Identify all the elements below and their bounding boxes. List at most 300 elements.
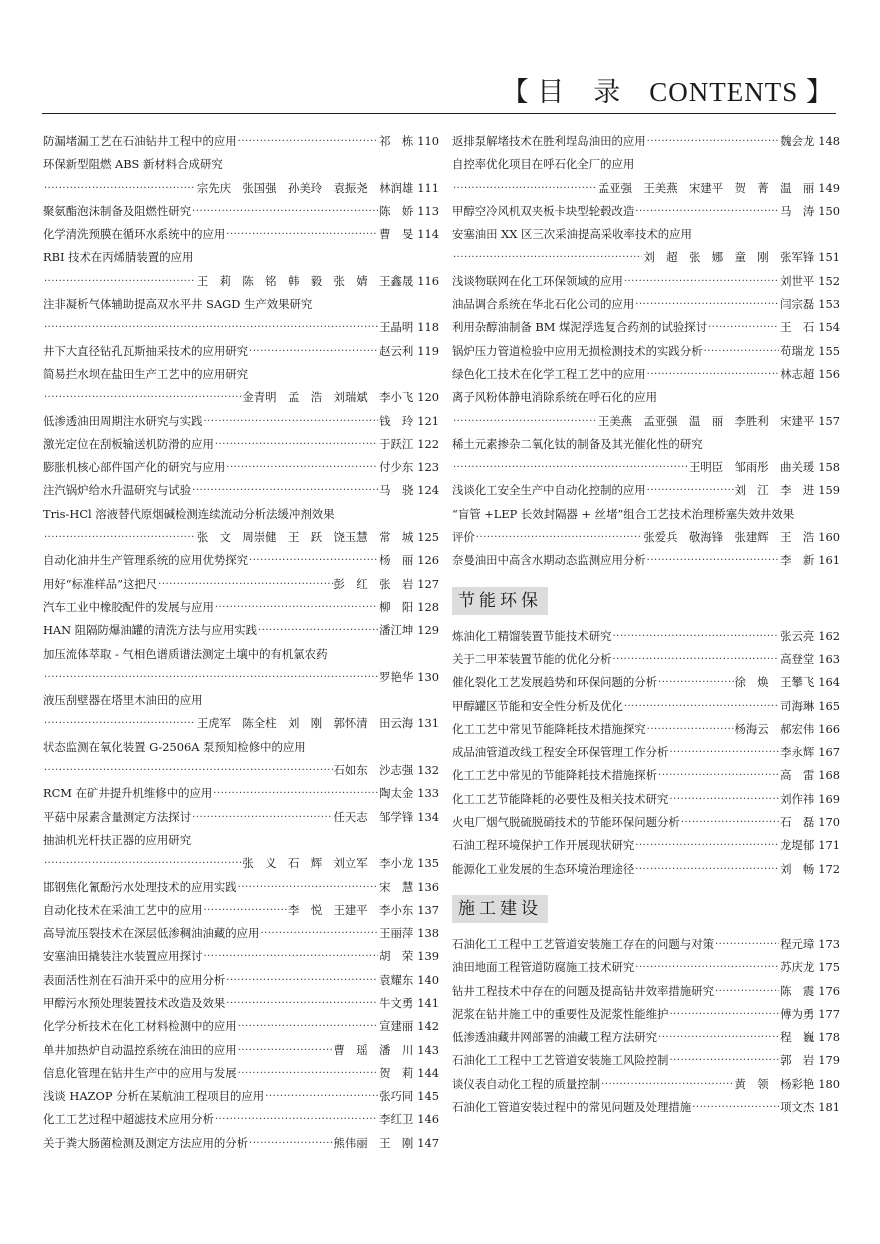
toc-entry[interactable] xyxy=(452,200,840,223)
leader-dots xyxy=(658,764,779,787)
toc-entry[interactable] xyxy=(43,1039,439,1062)
leader-dots xyxy=(215,433,378,456)
leader-dots xyxy=(635,956,779,979)
toc-entry-title: 奈曼油田中高含水期动态监测应用分析 xyxy=(452,553,646,568)
toc-entry[interactable] xyxy=(43,619,439,642)
leader-dots xyxy=(658,671,733,694)
toc-left-column xyxy=(43,130,439,1155)
toc-entry-authors: 曹 瑶 潘 川 xyxy=(333,1042,414,1057)
leader-dots xyxy=(624,695,779,718)
leader-dots xyxy=(203,410,378,433)
leader-dots xyxy=(44,712,196,735)
toc-entry[interactable] xyxy=(452,270,840,293)
toc-entry-title: 防漏堵漏工艺在石油钻井工程中的应用 xyxy=(43,134,237,148)
toc-entry[interactable] xyxy=(43,130,439,153)
toc-entry[interactable] xyxy=(452,648,840,671)
toc-entry[interactable] xyxy=(43,666,439,689)
leader-dots xyxy=(44,852,241,875)
leader-dots xyxy=(612,625,779,648)
toc-entry-page: 152 xyxy=(818,273,840,288)
toc-entry-title: 石油化工工程中工艺管道安装施工存在的问题与对策 xyxy=(452,936,714,951)
toc-entry[interactable] xyxy=(452,1026,840,1049)
leader-dots xyxy=(238,1039,333,1062)
leader-dots xyxy=(44,526,196,549)
toc-entry[interactable] xyxy=(452,130,840,153)
toc-entry-title: 低渗透油田周期注水研究与实践 xyxy=(43,413,203,428)
header-rule xyxy=(42,113,836,114)
toc-entry-title: 加压流体萃取 - 气相色谱质谱法测定土壤中的有机氯农药 xyxy=(43,646,328,661)
toc-entry[interactable] xyxy=(452,625,840,648)
toc-entry[interactable] xyxy=(452,410,840,433)
toc-entry-authors: 宣建丽 xyxy=(379,1019,414,1034)
toc-entry-title: 简易拦水坝在盐田生产工艺中的应用研究 xyxy=(43,366,249,381)
toc-entry-title: 聚氨酯泡沫制备及阻燃性研究 xyxy=(43,203,192,218)
toc-entry-authors: 付少东 xyxy=(379,460,414,475)
toc-entry-title: 环保新型阻燃 ABS 新材料合成研究 xyxy=(43,157,223,172)
toc-entry-title: 炼油化工精馏装置节能技术研究 xyxy=(452,628,612,643)
toc-entry-authors: 李 新 xyxy=(780,553,815,568)
toc-entry-title: 利用杂醇油制备 BM 煤泥浮选复合药剂的试验探讨 xyxy=(452,320,708,335)
toc-entry-page: 176 xyxy=(818,983,840,998)
toc-entry[interactable] xyxy=(43,689,439,712)
toc-entry-authors: 钱 玲 xyxy=(379,413,414,428)
toc-entry[interactable] xyxy=(43,479,439,502)
toc-entry[interactable] xyxy=(43,899,439,922)
toc-entry-authors: 孟亚强 王美燕 宋建平 贺 菁 温 丽 xyxy=(597,180,815,195)
toc-entry-authors: 苏庆龙 xyxy=(780,960,815,975)
toc-entry-title: 用好“标准样品”这把尺 xyxy=(43,576,158,591)
toc-entry-page: 132 xyxy=(417,763,439,778)
toc-entry[interactable] xyxy=(43,596,439,619)
leader-dots xyxy=(669,1003,779,1026)
toc-entry[interactable] xyxy=(43,177,439,200)
toc-entry-authors: 程 巍 xyxy=(780,1030,815,1045)
toc-entry[interactable] xyxy=(452,479,840,502)
toc-entry-page: 124 xyxy=(417,483,439,498)
toc-entry-title: 表面活性剂在石油开采中的应用分析 xyxy=(43,972,226,987)
toc-entry-authors: 张 文 周崇健 王 跃 饶玉慧 常 城 xyxy=(196,530,414,545)
toc-entry-title: 石油工程环境保护工作开展现状研究 xyxy=(452,838,635,853)
leader-dots xyxy=(476,526,643,549)
toc-entry-title: 浅谈物联网在化工环保领域的应用 xyxy=(452,273,623,288)
toc-entry-page: 118 xyxy=(417,320,439,335)
toc-entry-title: 化工工艺中常见节能降耗技术措施探究 xyxy=(452,721,646,736)
toc-entry-authors: 李红卫 xyxy=(379,1112,414,1127)
toc-entry[interactable] xyxy=(452,811,840,834)
toc-entry[interactable] xyxy=(43,736,439,759)
toc-entry[interactable] xyxy=(43,363,439,386)
leader-dots xyxy=(612,648,779,671)
toc-entry-page: 162 xyxy=(818,628,840,643)
toc-entry[interactable] xyxy=(43,549,439,572)
toc-entry-authors: 曹 旻 xyxy=(379,227,414,242)
toc-entry[interactable] xyxy=(452,1096,840,1119)
toc-entry[interactable] xyxy=(43,1062,439,1085)
toc-entry[interactable] xyxy=(43,573,439,596)
toc-entry-authors: 王明臣 邹雨彤 曲关瑗 xyxy=(688,460,815,475)
toc-entry[interactable] xyxy=(43,1015,439,1038)
leader-dots xyxy=(715,980,779,1003)
toc-entry-title: 化学分析技术在化工材料检测中的应用 xyxy=(43,1019,237,1034)
toc-entry-title: 自动化技术在采油工艺中的应用 xyxy=(43,902,203,917)
toc-entry-page: 127 xyxy=(417,576,439,591)
leader-dots xyxy=(238,876,378,899)
toc-entry-title: 返排泵解堵技术在胜利埕岛油田的应用 xyxy=(452,134,646,148)
leader-dots xyxy=(226,223,378,246)
toc-entry[interactable] xyxy=(452,980,840,1003)
toc-entry-title: 液压刮壁器在塔里木油田的应用 xyxy=(43,693,203,708)
toc-entry-authors: 高 雷 xyxy=(780,768,815,783)
leader-dots xyxy=(44,177,196,200)
toc-entry-page: 155 xyxy=(818,343,840,358)
leader-dots xyxy=(647,718,734,741)
leader-dots xyxy=(647,130,779,153)
toc-entry[interactable] xyxy=(43,410,439,433)
toc-entry-authors: 王丽萍 xyxy=(379,926,414,941)
toc-entry-page: 142 xyxy=(417,1019,439,1034)
toc-entry-page: 121 xyxy=(417,413,439,428)
toc-entry[interactable] xyxy=(43,223,439,246)
toc-entry-title: 抽油机光杆扶正器的应用研究 xyxy=(43,832,192,847)
leader-dots xyxy=(226,456,378,479)
toc-entry[interactable] xyxy=(43,293,439,316)
toc-entry-authors: 司海琳 xyxy=(780,698,815,713)
toc-entry-title: 信息化管理在钻井生产中的应用与发展 xyxy=(43,1065,237,1080)
toc-entry-authors: 李 悦 王建平 李小东 xyxy=(287,902,414,917)
toc-entry[interactable] xyxy=(452,1003,840,1026)
toc-entry-title: 化工工艺过程中超滤技术应用分析 xyxy=(43,1112,214,1127)
toc-entry[interactable] xyxy=(43,992,439,1015)
toc-entry-authors: 祁 栋 xyxy=(379,134,414,148)
toc-entry-page: 164 xyxy=(818,675,840,690)
toc-entry-authors: 陈 娇 xyxy=(379,203,414,218)
section-heading-energy: 节能环保 xyxy=(452,587,548,615)
toc-entry-title: 浅谈 HAZOP 分析在某航油工程项目的应用 xyxy=(43,1089,265,1104)
leader-dots xyxy=(238,1062,378,1085)
toc-entry[interactable] xyxy=(43,270,439,293)
toc-entry-title: 激光定位在刮板输送机防滑的应用 xyxy=(43,436,214,451)
toc-entry-title: 平菇中尿素含量测定方法探讨 xyxy=(43,809,192,824)
toc-entry[interactable] xyxy=(452,316,840,339)
toc-entry[interactable] xyxy=(43,806,439,829)
toc-entry-title: 化工工艺节能降耗的必要性及相关技术研究 xyxy=(452,791,669,806)
toc-entry-title: 浅谈化工安全生产中自动化控制的应用 xyxy=(452,483,646,498)
toc-entry[interactable] xyxy=(43,1085,439,1108)
toc-entry[interactable] xyxy=(452,386,840,409)
toc-entry-authors: 魏会龙 xyxy=(780,134,815,148)
toc-entry-title: 化工工艺中常见的节能降耗技术措施探析 xyxy=(452,768,658,783)
toc-entry-page: 169 xyxy=(818,791,840,806)
toc-entry[interactable] xyxy=(43,829,439,852)
leader-dots xyxy=(203,899,286,922)
toc-entry[interactable] xyxy=(452,456,840,479)
toc-entry-authors: 龙堤郁 xyxy=(780,838,815,853)
leader-dots xyxy=(158,573,332,596)
toc-entry-page: 166 xyxy=(818,721,840,736)
leader-dots xyxy=(453,410,597,433)
toc-entry-page: 122 xyxy=(417,436,439,451)
toc-entry[interactable] xyxy=(452,956,840,979)
toc-entry-authors: 张 义 石 辉 刘立军 李小龙 xyxy=(242,856,414,871)
toc-entry-page: 156 xyxy=(818,366,840,381)
toc-entry[interactable] xyxy=(43,876,439,899)
toc-entry[interactable] xyxy=(452,433,840,456)
toc-entry[interactable] xyxy=(452,293,840,316)
leader-dots xyxy=(213,782,378,805)
leader-dots xyxy=(44,270,196,293)
toc-entry[interactable] xyxy=(452,363,840,386)
toc-entry[interactable] xyxy=(452,933,840,956)
toc-entry[interactable] xyxy=(452,503,840,526)
leader-dots xyxy=(669,788,779,811)
toc-entry-page: 144 xyxy=(417,1065,439,1080)
toc-entry-title: 钻井工程技术中存在的问题及提高钻井效率措施研究 xyxy=(452,983,714,998)
toc-entry-page: 125 xyxy=(417,530,439,545)
toc-entry-title: 化学清洗预膜在循环水系统中的应用 xyxy=(43,227,226,242)
toc-entry-authors: 程元璋 xyxy=(780,936,815,951)
toc-entry[interactable] xyxy=(452,246,840,269)
toc-entry[interactable] xyxy=(43,643,439,666)
toc-entry-page: 163 xyxy=(818,651,840,666)
toc-entry-page: 181 xyxy=(818,1099,840,1114)
toc-entry[interactable] xyxy=(43,712,439,735)
toc-entry-page: 167 xyxy=(818,745,840,760)
toc-entry-title: 石油化工工程中工艺管道安装施工风险控制 xyxy=(452,1053,669,1068)
leader-dots xyxy=(715,933,779,956)
toc-entry-title: 甲醇污水预处理装置技术改造及效果 xyxy=(43,995,226,1010)
toc-entry-page: 158 xyxy=(818,460,840,475)
toc-entry-authors: 刘世平 xyxy=(780,273,815,288)
toc-entry[interactable] xyxy=(452,340,840,363)
toc-entry-title: 石油化工管道安装过程中的常见问题及处理措施 xyxy=(452,1099,692,1114)
toc-entry-page: 177 xyxy=(818,1006,840,1021)
toc-entry-page: 126 xyxy=(417,553,439,568)
toc-entry-title: 油品调合系统在华北石化公司的应用 xyxy=(452,297,635,312)
toc-entry-page: 178 xyxy=(818,1030,840,1045)
toc-entry-page: 153 xyxy=(818,297,840,312)
leader-dots xyxy=(658,1026,779,1049)
leader-dots xyxy=(635,834,779,857)
toc-entry[interactable] xyxy=(452,741,840,764)
toc-entry-title: 离子风粉体静电消除系统在呼石化的应用 xyxy=(452,390,658,405)
toc-entry-page: 165 xyxy=(818,698,840,713)
toc-entry[interactable] xyxy=(43,456,439,479)
toc-entry-authors: 杨 丽 xyxy=(379,553,414,568)
toc-entry[interactable] xyxy=(43,782,439,805)
toc-entry-title: 谈仪表自动化工程的质量控制 xyxy=(452,1076,601,1091)
toc-entry-authors: 熊伟丽 王 刚 xyxy=(333,1135,414,1150)
toc-entry[interactable] xyxy=(452,1073,840,1096)
section-construction xyxy=(452,895,840,923)
toc-entry[interactable] xyxy=(43,922,439,945)
toc-entry-page: 120 xyxy=(417,390,439,405)
toc-entry[interactable] xyxy=(43,1132,439,1155)
toc-entry[interactable] xyxy=(452,223,840,246)
toc-entry-title: HAN 阻隔防爆油罐的清洗方法与应用实践 xyxy=(43,623,257,638)
toc-entry-page: 179 xyxy=(818,1053,840,1068)
toc-entry[interactable] xyxy=(43,852,439,875)
toc-entry-page: 111 xyxy=(417,180,439,195)
toc-entry-title: Tris-HCl 溶液替代原烟碱检测连续流动分析法缓冲剂效果 xyxy=(43,506,335,521)
toc-entry-page: 113 xyxy=(417,203,439,218)
toc-entry-authors: 于跃江 xyxy=(379,436,414,451)
leader-dots xyxy=(260,922,378,945)
toc-entry-authors: 李永辉 xyxy=(780,745,815,760)
toc-entry[interactable] xyxy=(452,177,840,200)
toc-entry-authors: 闫宗磊 xyxy=(780,297,815,312)
leader-dots xyxy=(44,386,241,409)
toc-entry-authors: 杨海云 郝宏伟 xyxy=(734,721,815,736)
leader-dots xyxy=(647,479,734,502)
toc-entry-authors: 王 石 xyxy=(780,320,815,335)
toc-entry[interactable] xyxy=(43,433,439,456)
leader-dots xyxy=(192,806,332,829)
leader-dots xyxy=(249,340,378,363)
toc-entry[interactable] xyxy=(452,718,840,741)
toc-entry[interactable] xyxy=(452,858,840,881)
toc-entry-title: 成品油管道改线工程安全环保管理工作分析 xyxy=(452,745,669,760)
toc-entry-title: “盲管 +LEP 长效封隔器 + 丝堵”组合工艺技术治理桥塞失效井效果 xyxy=(452,506,795,521)
toc-entry-title: RCM 在矿井提升机维修中的应用 xyxy=(43,786,213,801)
toc-entry-page: 173 xyxy=(818,936,840,951)
toc-entry-page: 128 xyxy=(417,599,439,614)
leader-dots xyxy=(601,1073,733,1096)
toc-entry-page: 119 xyxy=(417,343,439,358)
leader-dots xyxy=(203,945,378,968)
toc-entry-page: 154 xyxy=(818,320,840,335)
leader-dots xyxy=(681,811,779,834)
toc-entry[interactable] xyxy=(43,759,439,782)
leader-dots xyxy=(249,549,378,572)
toc-entry-title: 能源化工业发展的生态环境治理途径 xyxy=(452,861,635,876)
toc-entry-authors: 黄 领 杨彩艳 xyxy=(734,1076,815,1091)
toc-entry-title: 甲醇罐区节能和安全性分析及优化 xyxy=(452,698,623,713)
toc-entry-title: 自动化油井生产管理系统的应用优势探究 xyxy=(43,553,249,568)
toc-entry-title: 评价 xyxy=(452,530,475,545)
toc-entry[interactable] xyxy=(43,246,439,269)
toc-entry-authors: 金青明 孟 浩 刘瑞斌 李小飞 xyxy=(242,390,414,405)
toc-entry-authors: 高登堂 xyxy=(780,651,815,666)
leader-dots xyxy=(692,1096,779,1119)
toc-entry-title: 自控率优化项目在呼石化全厂的应用 xyxy=(452,157,635,172)
toc-entry[interactable] xyxy=(43,503,439,526)
toc-entry-page: 159 xyxy=(818,483,840,498)
toc-entry[interactable] xyxy=(43,200,439,223)
toc-entry-page: 114 xyxy=(417,227,439,242)
leader-dots xyxy=(635,858,779,881)
toc-entry-title: 注非凝析气体辅助提高双水平井 SAGD 生产效果研究 xyxy=(43,297,313,312)
toc-entry-authors: 刘作祎 xyxy=(780,791,815,806)
toc-entry-authors: 胡 荣 xyxy=(379,949,414,964)
toc-entry-title: 催化裂化工艺发展趋势和环保问题的分析 xyxy=(452,675,658,690)
toc-entry-page: 147 xyxy=(417,1135,439,1150)
toc-construction-list xyxy=(452,933,840,1119)
toc-entry[interactable] xyxy=(43,153,439,176)
toc-entry-authors: 王 莉 陈 铭 韩 毅 张 婧 王鑫晟 xyxy=(196,273,414,288)
toc-entry-authors: 苟瑞龙 xyxy=(780,343,815,358)
toc-entry-page: 168 xyxy=(818,768,840,783)
toc-entry-authors: 赵云利 xyxy=(379,343,414,358)
toc-entry-authors: 王美燕 孟亚强 温 丽 李胜利 宋建平 xyxy=(597,413,815,428)
toc-energy-list xyxy=(452,625,840,881)
leader-dots xyxy=(258,619,378,642)
toc-entry-page: 160 xyxy=(818,530,840,545)
toc-entry[interactable] xyxy=(452,671,840,694)
toc-entry-page: 116 xyxy=(417,273,439,288)
toc-entry[interactable] xyxy=(43,1108,439,1131)
page-header xyxy=(0,0,880,110)
toc-entry-page: 149 xyxy=(818,180,840,195)
leader-dots xyxy=(453,246,642,269)
toc-entry[interactable] xyxy=(43,969,439,992)
toc-entry-page: 123 xyxy=(417,460,439,475)
toc-entry-title: 关于粪大肠菌检测及测定方法应用的分析 xyxy=(43,1135,249,1150)
toc-entry[interactable] xyxy=(452,153,840,176)
toc-entry[interactable] xyxy=(452,1049,840,1072)
leader-dots xyxy=(192,479,378,502)
toc-entry-page: 170 xyxy=(818,815,840,830)
leader-dots xyxy=(704,340,779,363)
toc-entry-page: 130 xyxy=(417,669,439,684)
toc-entry[interactable] xyxy=(43,316,439,339)
leader-dots xyxy=(44,666,378,689)
toc-entry-page: 143 xyxy=(417,1042,439,1057)
leader-dots xyxy=(453,456,688,479)
leader-dots xyxy=(453,177,597,200)
toc-entry-page: 180 xyxy=(818,1076,840,1091)
leader-dots xyxy=(647,363,779,386)
toc-entry-page: 146 xyxy=(417,1112,439,1127)
toc-entry-title: 绿色化工技术在化学工程工艺中的应用 xyxy=(452,366,646,381)
toc-entry[interactable] xyxy=(43,945,439,968)
toc-entry[interactable] xyxy=(43,340,439,363)
leader-dots xyxy=(635,293,779,316)
toc-entry-page: 136 xyxy=(417,879,439,894)
toc-entry-authors: 袁耀东 xyxy=(379,972,414,987)
toc-entry[interactable] xyxy=(452,788,840,811)
toc-entry-title: 单井加热炉自动温控系统在油田的应用 xyxy=(43,1042,237,1057)
toc-entry-authors: 石如东 沙志强 xyxy=(333,763,414,778)
toc-entry-page: 129 xyxy=(417,623,439,638)
leader-dots xyxy=(708,316,779,339)
toc-entry-authors: 刘 超 张 娜 童 刚 张军锋 xyxy=(643,250,815,265)
toc-entry[interactable] xyxy=(452,695,840,718)
toc-entry[interactable] xyxy=(43,526,439,549)
toc-entry-title: RBI 技术在丙烯腈装置的应用 xyxy=(43,250,194,265)
toc-entry-authors: 张巧同 xyxy=(379,1089,414,1104)
toc-entry-authors: 王虎军 陈全柱 刘 刚 郭怀清 田云海 xyxy=(196,716,414,731)
toc-entry-page: 141 xyxy=(417,995,439,1010)
toc-entry-authors: 张云亮 xyxy=(780,628,815,643)
toc-entry-page: 171 xyxy=(818,838,840,853)
toc-entry[interactable] xyxy=(452,526,840,549)
toc-entry-authors: 柳 阳 xyxy=(379,599,414,614)
toc-entry[interactable] xyxy=(452,764,840,787)
toc-entry[interactable] xyxy=(452,549,840,572)
toc-entry-authors: 张爱兵 敬海锋 张建辉 王 浩 xyxy=(643,530,815,545)
toc-entry-authors: 王晶明 xyxy=(379,320,414,335)
toc-entry[interactable] xyxy=(452,834,840,857)
toc-entry-page: 140 xyxy=(417,972,439,987)
toc-entry-page: 133 xyxy=(417,786,439,801)
toc-entry-title: 安塞油田撬装注水装置应用探讨 xyxy=(43,949,203,964)
toc-entry[interactable] xyxy=(43,386,439,409)
toc-entry-authors: 牛文勇 xyxy=(379,995,414,1010)
toc-entry-authors: 石 磊 xyxy=(780,815,815,830)
toc-entry-authors: 贺 莉 xyxy=(379,1065,414,1080)
leader-dots xyxy=(624,270,779,293)
toc-entry-page: 138 xyxy=(417,926,439,941)
